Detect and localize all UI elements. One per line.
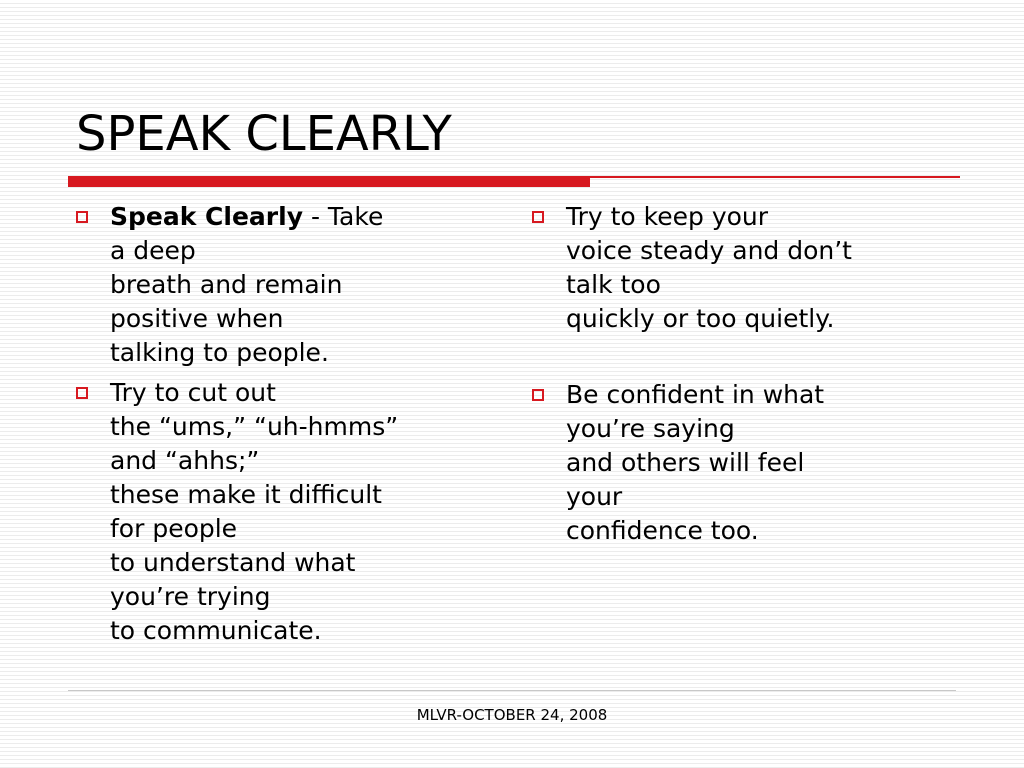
bullet-text: Try to keep your voice steady and don’t talk too quickly or too quietly.	[566, 202, 852, 333]
footer-text: MLVR-OCTOBER 24, 2008	[416, 706, 608, 724]
slide-title: SPEAK CLEARLY	[76, 106, 452, 162]
footer-divider	[68, 690, 956, 691]
hollow-square-bullet-icon	[76, 387, 88, 399]
list-item	[76, 200, 496, 370]
bullet-text: Be confident in what you’re saying and others will feel your confidence too.	[566, 380, 825, 545]
hollow-square-bullet-icon	[532, 389, 544, 401]
right-bullet-list	[532, 200, 972, 590]
list-item	[532, 200, 972, 336]
list-item	[532, 378, 972, 548]
bullet-text	[110, 200, 496, 370]
left-bullet-list	[76, 200, 496, 654]
bullet-body-text: - Take a deep breath and remain positive when talking to people.	[110, 202, 384, 367]
title-underline-thick	[68, 176, 590, 187]
bullet-text: Try to cut out the “ums,” “uh-hmms” and “ahhs;” these make it difficult for people to understand what you’re trying to communicate.	[110, 378, 399, 645]
hollow-square-bullet-icon	[532, 211, 544, 223]
list-item	[76, 376, 496, 648]
hollow-square-bullet-icon	[76, 211, 88, 223]
title-underline-thin	[590, 176, 960, 178]
bullet-lead-text: Speak Clearly	[110, 202, 303, 231]
